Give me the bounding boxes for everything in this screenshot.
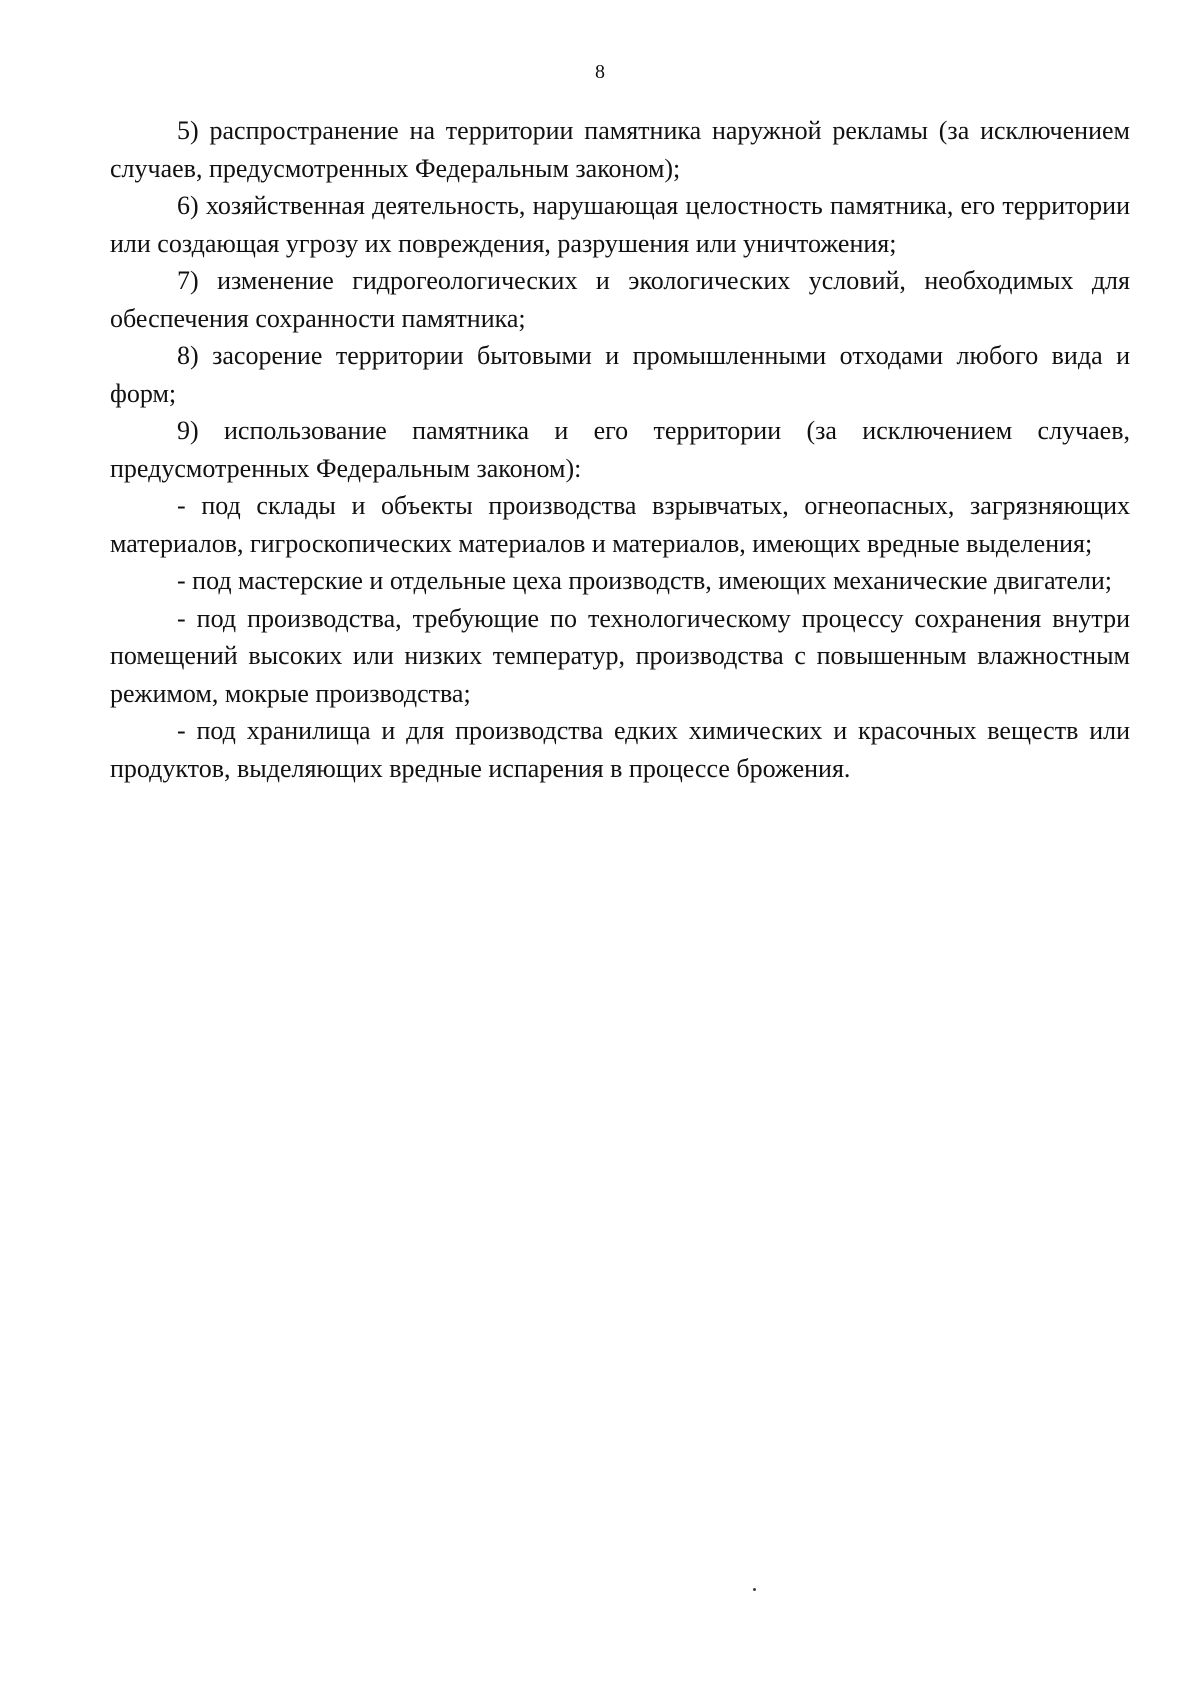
document-body [110, 112, 1130, 787]
paragraph-item-7: 7) изменение гидрогеологических и экологических условий, необходимых для обеспечения сохранности памятника; [110, 266, 1130, 333]
paragraph-item-6: 6) хозяйственная деятельность, нарушающая целостность памятника, его территории или создающая угрозу их повреждения, разрушения или уничтожения; [110, 191, 1130, 258]
bullet-item-temperature-production: - под производства, требующие по технологическому процессу сохранения внутри помещений высоких или низких температур, производства с повышенным влажностным режимом, мокрые производства; [110, 603, 1130, 708]
bullet-item-workshops: - под мастерские и отдельные цеха производств, имеющих механические двигатели; [177, 566, 1113, 595]
bullet-item-chemical-storage: - под хранилища и для производства едких химических и красочных веществ или продуктов, выделяющих вредные испарения в процессе брожения. [110, 716, 1130, 783]
scan-speck [753, 1588, 756, 1591]
page-number: 8 [595, 61, 605, 83]
bullet-item-warehouses: - под склады и объекты производства взрывчатых, огнеопасных, загрязняющих материалов, гигроскопических материалов и материалов, имеющих вредные выделения; [110, 491, 1130, 558]
paragraph-item-8: 8) засорение территории бытовыми и промышленными отходами любого вида и форм; [110, 341, 1130, 408]
paragraph-item-5: 5) распространение на территории памятника наружной рекламы (за исключением случаев, предусмотренных Федеральным законом); [110, 116, 1130, 183]
paragraph-item-9: 9) использование памятника и его территории (за исключением случаев, предусмотренных Федеральным законом): [110, 416, 1130, 483]
